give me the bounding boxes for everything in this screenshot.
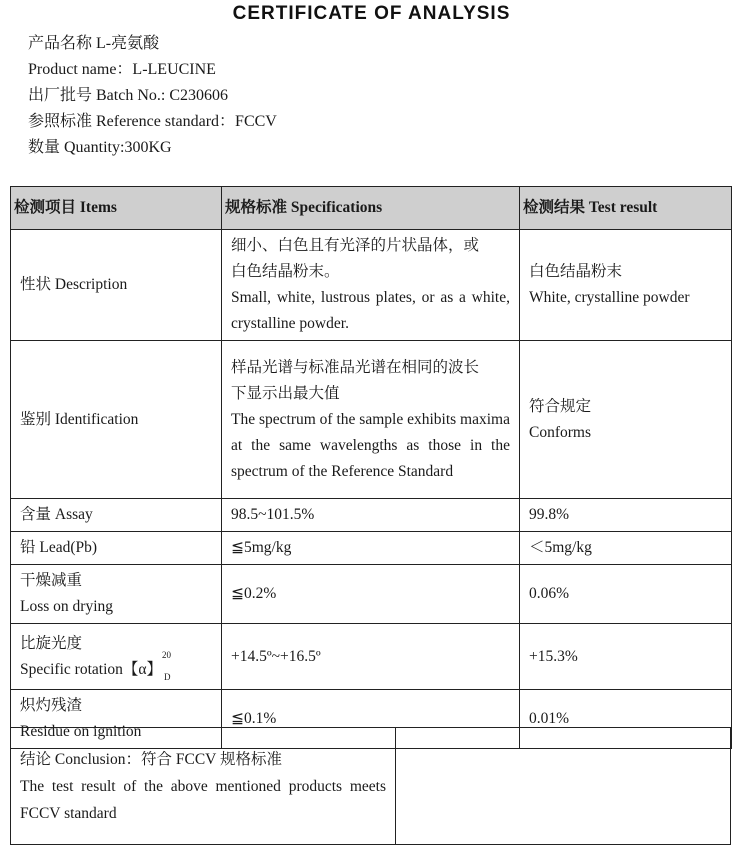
item-cell: 铅 Lead(Pb) (11, 532, 222, 565)
spec-text: 白色结晶粉末。 (231, 263, 340, 280)
result-cell: 99.8% (520, 499, 732, 532)
spec-cell (222, 230, 520, 341)
document-title: CERTIFICATE OF ANALYSIS (232, 3, 511, 24)
result-cell (520, 230, 732, 341)
analysis-table (10, 186, 732, 749)
column-header-specifications: 规格标准 Specifications (222, 187, 520, 230)
item-cell (11, 341, 222, 499)
item-label: 性状 Description (20, 276, 128, 293)
item-label: 炽灼残渣 (20, 697, 83, 714)
product-name: Product name：L-LEUCINE (28, 61, 216, 78)
quantity: 数量 Quantity:300KG (28, 139, 172, 156)
conclusion-en: The test result of the above mentioned products meets FCCV standard (20, 778, 386, 822)
item-cell (11, 624, 222, 690)
result-text: White, crystalline powder (529, 289, 690, 306)
result-cell: ＜5mg/kg (520, 532, 732, 565)
result-cell: +15.3% (520, 624, 732, 690)
spec-text: Small, white, lustrous plates, or as a white, crystalline powder. (231, 289, 510, 332)
result-text: 白色结晶粉末 (529, 263, 623, 280)
rotation-label: Specific rotation【α】 (20, 660, 162, 678)
result-cell (520, 341, 732, 499)
table-row (11, 532, 732, 565)
spec-cell: 98.5~101.5% (222, 499, 520, 532)
table-row (11, 341, 732, 499)
result-text: 符合规定 (529, 397, 592, 415)
table-row (11, 565, 732, 624)
spec-text: The spectrum of the sample exhibits maxima at the same wavelengths as those in the spectrum of the Reference Standard (231, 410, 510, 480)
item-label: Loss on drying (20, 598, 113, 615)
spec-text: 样品光谱与标准品光谱在相同的波长 (231, 358, 480, 376)
conclusion-blank-cell (395, 727, 731, 845)
spec-cell (222, 341, 520, 499)
item-cell: 含量 Assay (11, 499, 222, 532)
item-label: 鉴别 Identification (20, 410, 139, 428)
batch-number: 出厂批号 Batch No.: C230606 (28, 87, 228, 104)
reference-standard: 参照标准 Reference standard：FCCV (28, 113, 277, 130)
spec-cell: +14.5º~+16.5º (222, 624, 520, 690)
conclusion-box (10, 727, 396, 845)
table-row (11, 230, 732, 341)
item-label: Residue on ignition (20, 723, 142, 740)
rotation-temperature: 20 (162, 650, 171, 661)
result-cell: 0.06% (520, 565, 732, 624)
column-header-test-result: 检测结果 Test result (520, 187, 732, 230)
item-label: 比旋光度 (20, 634, 83, 652)
item-cell (11, 230, 222, 341)
table-row (11, 499, 732, 532)
column-header-items: 检测项目 Items (11, 187, 222, 230)
item-cell (11, 565, 222, 624)
table-row (11, 624, 732, 690)
spec-text: 细小、白色且有光泽的片状晶体，或 (231, 237, 480, 254)
table-header-row (11, 187, 732, 230)
product-name-cn: 产品名称 L-亮氨酸 (28, 35, 160, 52)
result-text: Conforms (529, 423, 591, 441)
item-label: 干燥减重 (20, 572, 83, 589)
conclusion-cn: 结论 Conclusion：符合 FCCV 规格标准 (20, 751, 282, 768)
result-cell: 0.01% (520, 690, 732, 749)
spec-cell: ≦0.1% (222, 690, 520, 749)
item-label (20, 650, 212, 683)
spec-cell: ≦5mg/kg (222, 532, 520, 565)
rotation-wavelength: D (164, 671, 171, 682)
spec-text: 下显示出最大值 (231, 384, 340, 402)
spec-cell: ≦0.2% (222, 565, 520, 624)
